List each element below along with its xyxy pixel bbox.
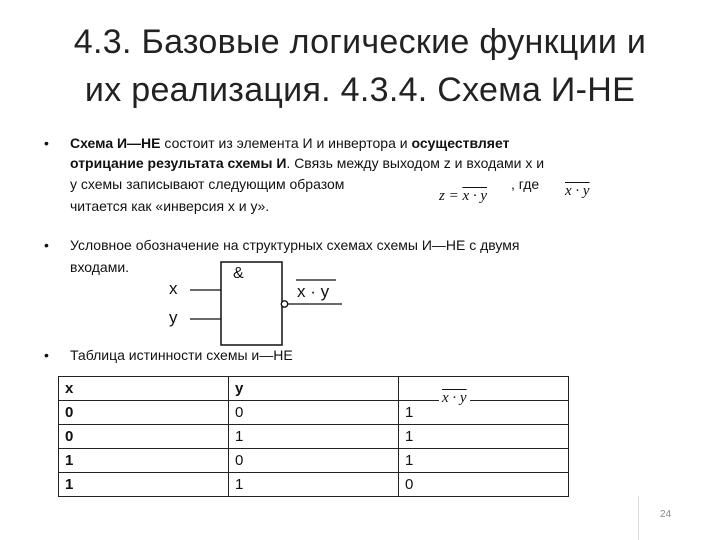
gate-inversion-bubble [281, 301, 287, 307]
header-nand-formula: x · y [439, 390, 470, 406]
cell-nand: 1 [399, 401, 569, 425]
gate-input-x-label: x [169, 279, 178, 298]
decorative-divider [638, 496, 639, 540]
table-header-row [59, 377, 569, 401]
cell-y: 0 [229, 401, 399, 425]
bullet-1-line-1: Схема И—НЕ состоит из элемента И и инвертора и осуществляет [70, 135, 510, 151]
slide-title [0, 18, 720, 114]
cell-x: 1 [59, 449, 229, 473]
cell-y: 1 [229, 425, 399, 449]
cell-nand: 1 [399, 449, 569, 473]
gate-and-symbol: & [233, 265, 244, 282]
gate-body [221, 262, 282, 345]
table-row [59, 401, 569, 425]
nand-formula: z = x · y [439, 188, 488, 204]
truth-table [58, 376, 569, 497]
gate-output-label: x · y [297, 282, 330, 301]
bullet-2-line-1: Условное обозначение на структурных схемах схемы И—НЕ с двумя [70, 237, 520, 253]
cell-y: 1 [229, 473, 399, 497]
cell-x: 1 [59, 473, 229, 497]
bullet-1-line-3-after: , где [511, 176, 540, 192]
cell-x: 0 [59, 425, 229, 449]
header-x: x [59, 377, 229, 401]
page-number: 24 [660, 509, 672, 520]
table-row [59, 473, 569, 497]
table-row [59, 425, 569, 449]
bullet-1-line-3: y схемы записывают следующим образом [70, 176, 345, 192]
bullet-1-line-4: читается как «инверсия x и y». [70, 198, 270, 214]
bullet-dot: • [44, 347, 49, 363]
cell-x: 0 [59, 401, 229, 425]
slide-title-line-2: их реализация. 4.3.4. Схема И-НЕ [84, 71, 636, 109]
header-y: y [229, 377, 399, 401]
cell-y: 0 [229, 449, 399, 473]
nand-formula-rhs: x · y [462, 188, 488, 204]
header-nand [399, 377, 569, 406]
cell-nand: 0 [399, 473, 569, 497]
bullet-1-line-2: отрицание результата схемы И. Связь между выходом z и входами x и [70, 155, 545, 171]
bullet-dot: • [44, 237, 49, 253]
bullet-3-text: Таблица истинности схемы и—НЕ [70, 347, 293, 363]
inline-formula: x · y [565, 183, 590, 199]
gate-input-y-label: y [169, 308, 178, 327]
bullet-dot: • [44, 135, 49, 151]
bullet-2-line-2: входами. [70, 259, 130, 275]
cell-nand: 1 [399, 425, 569, 449]
table-row [59, 449, 569, 473]
slide-title-line-1: 4.3. Базовые логические функции и [73, 23, 647, 61]
